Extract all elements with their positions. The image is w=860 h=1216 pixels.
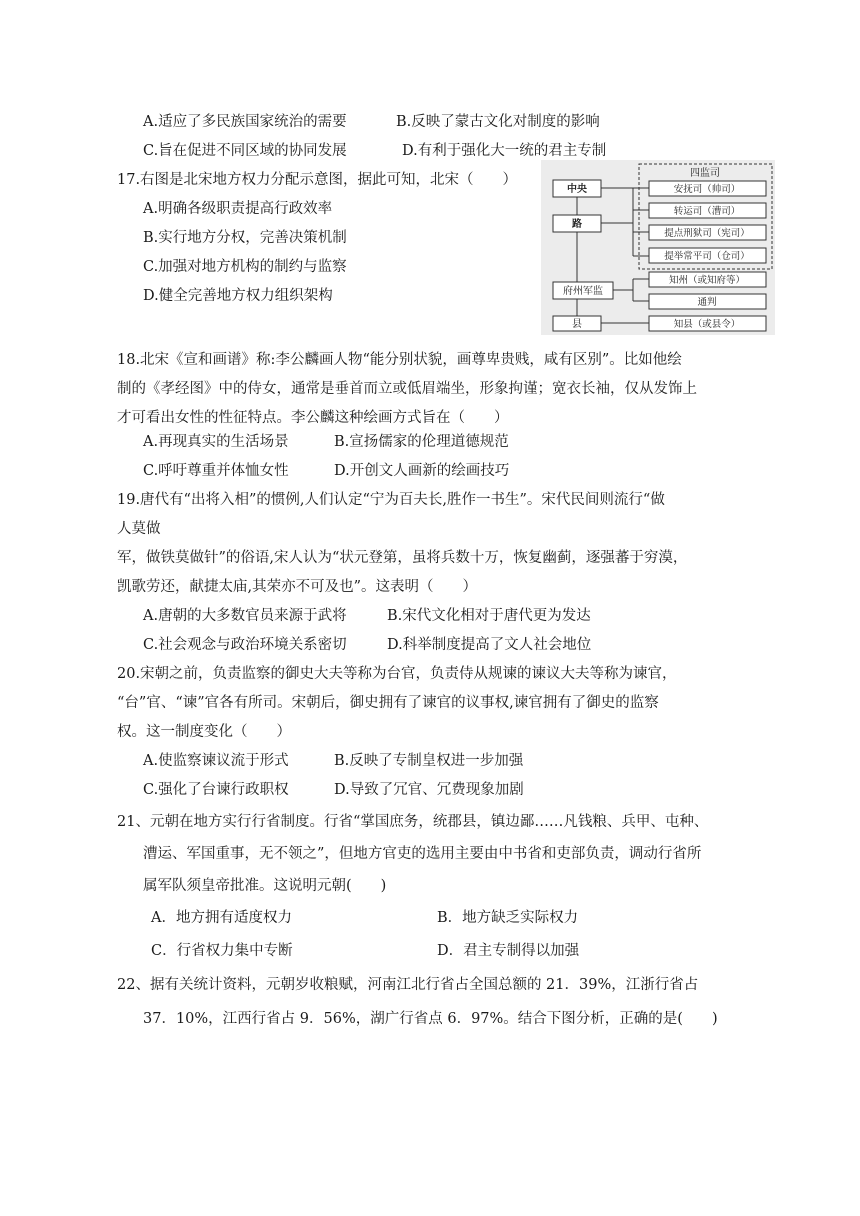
q21-line-1: 21、元朝在地方实行行省制度。行省“掌国庶务，统郡县，镇边鄙……凡钱粮、兵甲、屯种、 xyxy=(117,814,709,830)
sijiansi-label-4: 提举常平司（仓司） xyxy=(664,251,750,262)
q16-option-a: A.适应了多民族国家统治的需要 xyxy=(143,114,347,130)
fu-official-label-2: 通判 xyxy=(697,297,717,308)
q18-line-3: 才可看出女性的性征特点。李公麟这种绘画方式旨在（ ） xyxy=(117,410,509,426)
q18-option-d: D.开创文人画新的绘画技巧 xyxy=(334,463,510,479)
q18-option-c: C.呼吁尊重并体恤女性 xyxy=(143,463,289,479)
q21-option-c: C．行省权力集中专断 xyxy=(151,943,293,959)
q17-stem: 17.右图是北宋地方权力分配示意图，据此可知，北宋（ ） xyxy=(117,172,518,188)
q21-line-2: 漕运、军国重事，无不领之”，但地方官吏的选用主要由中书省和吏部负责，调动行省所 xyxy=(143,846,702,862)
sijiansi-title: 四监司 xyxy=(690,168,720,179)
q19-option-c: C.社会观念与政治环境关系密切 xyxy=(143,637,347,653)
q20-line-1: 20.宋朝之前，负责监察的御史大夫等称为台官，负责侍从规谏的谏议大夫等称为谏官， xyxy=(117,666,677,682)
q19-option-d: D.科举制度提高了文人社会地位 xyxy=(387,637,592,653)
q18-line-2: 制的《孝经图》中的侍女，通常是垂首而立或低眉端坐，形象拘谨；宽衣长袖，仅从发饰上 xyxy=(117,381,697,397)
q17-option-a: A.明确各级职责提高行政效率 xyxy=(143,201,333,217)
q19-line-2: 人莫做 xyxy=(117,521,161,537)
q22-line-2: 37．10%，江西行省占 9．56%，湖广行省点 6．97%。结合下图分析，正确的是( ) xyxy=(143,1011,718,1027)
q19-option-a: A.唐朝的大多数官员来源于武将 xyxy=(143,608,347,624)
fu-official-label-1: 知州（或知府等） xyxy=(668,275,746,286)
q20-option-a: A.使监察谏议流于形式 xyxy=(143,753,289,769)
q21-line-3: 属军队须皇帝批准。这说明元朝( ) xyxy=(143,878,387,894)
sijiansi-label-2: 转运司（漕司） xyxy=(673,206,741,217)
q20-line-3: 权。这一制度变化（ ） xyxy=(117,724,291,740)
q21-option-a: A．地方拥有适度权力 xyxy=(151,910,292,926)
q18-option-a: A.再现真实的生活场景 xyxy=(143,434,289,450)
q16-option-c: C.旨在促进不同区域的协同发展 xyxy=(143,143,347,159)
sijiansi-label-1: 安抚司（帅司） xyxy=(673,184,741,195)
q19-line-1: 19.唐代有“出将入相”的惯例,人们认定“宁为百夫长,胜作一书生”。宋代民间则流行“做 xyxy=(117,492,665,508)
q20-option-b: B.反映了专制皇权进一步加强 xyxy=(334,753,524,769)
q22-line-1: 22、据有关统计资料，元朝岁收粮赋，河南江北行省占全国总额的 21．39%，江浙行省占 xyxy=(117,977,699,993)
q16-option-b: B.反映了蒙古文化对制度的影响 xyxy=(396,114,600,130)
song-local-power-diagram xyxy=(541,160,775,335)
q21-option-b: B．地方缺乏实际权力 xyxy=(437,910,579,926)
q17-option-d: D.健全完善地方权力组织架构 xyxy=(143,288,333,304)
q16-option-d: D.有利于强化大一统的君主专制 xyxy=(402,143,607,159)
q18-line-1: 18.北宋《宣和画谱》称:李公麟画人物“能分别状貌，画尊卑贵贱，咸有区别”。比如他绘 xyxy=(117,352,682,368)
q17-option-c: C.加强对地方机构的制约与监察 xyxy=(143,259,347,275)
q19-line-4: 凯歌劳还，献捷太庙,其荣亦不可及也”。这表明（ ） xyxy=(117,579,478,595)
q18-option-b: B.宣扬儒家的伦理道德规范 xyxy=(334,434,509,450)
q19-option-b: B.宋代文化相对于唐代更为发达 xyxy=(387,608,591,624)
xian-label: 县 xyxy=(572,319,582,330)
q20-line-2: “台”官、“谏”官各有所司。宋朝后，御史拥有了谏官的议事权,谏官拥有了御史的监察 xyxy=(117,695,659,711)
sijiansi-label-3: 提点刑狱司（宪司） xyxy=(664,228,750,239)
q17-option-b: B.实行地方分权，完善决策机制 xyxy=(143,230,347,246)
q20-option-d: D.导致了冗官、冗费现象加剧 xyxy=(334,782,524,798)
xian-official-label: 知县（或县令） xyxy=(673,319,741,330)
q19-line-3: 军，做铁莫做针”的俗语,宋人认为“状元登第，虽将兵数十万，恢复幽蓟，逐强蕃于穷漠， xyxy=(117,550,688,566)
lu-label: 路 xyxy=(572,219,582,230)
center-label: 中央 xyxy=(567,184,587,195)
q21-option-d: D．君主专制得以加强 xyxy=(437,943,580,959)
q20-option-c: C.强化了台谏行政职权 xyxy=(143,782,289,798)
fu-label: 府州军监 xyxy=(563,286,603,297)
